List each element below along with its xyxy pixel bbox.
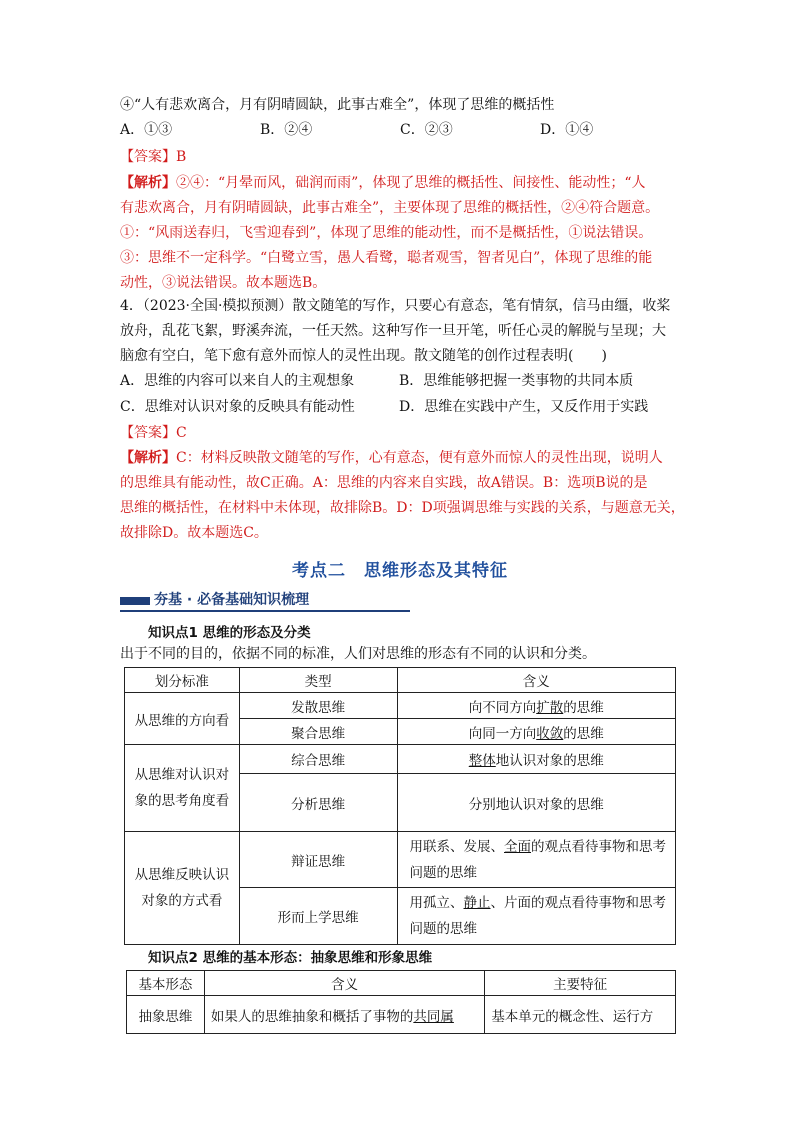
- kp1-type-cell: 聚合思维: [239, 719, 397, 745]
- kp2-meaning-cell: [204, 996, 484, 1034]
- q4-options-row-2: [120, 395, 685, 420]
- q3-analysis-line-1: ②④：“月晕而风，础润而雨”，体现了思维的概括性、间接性、能动性；“人: [176, 175, 646, 191]
- q4-analysis-line-4: 故排除D。故本题选C。: [120, 525, 268, 541]
- q4-stem-line-1: 4．（2023·全国·模拟预测）散文随笔的写作，只要心有意态，笔有情氛，信马由缰，收桨: [120, 298, 671, 314]
- table-row: [127, 996, 676, 1034]
- q3-option-b: B．②④: [260, 122, 313, 138]
- underlined-term: 扩散: [536, 699, 564, 716]
- q4-stem-line-3: 脑愈有空白，笔下愈有意外而惊人的灵性出现。散文随笔的创作过程表明( ): [120, 348, 607, 364]
- underlined-term: 全面: [504, 838, 531, 855]
- kp1-standard-direction: 从思维的方向看: [125, 693, 240, 745]
- underlined-term: 静止: [463, 895, 491, 911]
- meaning-text: 地认识对象的思维: [495, 753, 604, 769]
- kp1-type-cell: 发散思维: [239, 693, 397, 719]
- q3-analysis-line-3: ①：“风雨送春归，飞雪迎春到”，体现了思维的能动性，而不是概括性，①说法错误。: [120, 225, 653, 241]
- kp2-feature-cell: 基本单元的概念性、运行方: [485, 996, 676, 1034]
- q4-stem: [120, 294, 685, 369]
- kp2-header-row: [127, 971, 676, 996]
- kp1-meaning-cell: [397, 719, 676, 745]
- q4-analysis-line-1: C：材料反映散文随笔的写作，心有意态，便有意外而惊人的灵性出现，说明人: [176, 450, 663, 466]
- kp2-header-form: 基本形态: [127, 971, 205, 996]
- banner-bar: [120, 597, 150, 605]
- meaning-text: 向不同方向: [468, 699, 537, 716]
- meaning-text: 向同一方向: [468, 725, 537, 742]
- banner-underline: [120, 610, 410, 612]
- meaning-text: 的思维: [563, 725, 604, 742]
- q4-answer: 【答案】C: [120, 425, 187, 441]
- q4-option-a: A．思维的内容可以来自人的主观想象: [120, 373, 355, 389]
- meaning-text: 、片面的观点看待事物和思考问题的思维: [409, 895, 666, 937]
- q3-analysis-label: 【解析】: [120, 175, 176, 191]
- kp1-meaning-cell: [397, 774, 676, 832]
- banner-text: 夯基 · 必备基础知识梳理: [154, 592, 310, 608]
- q4-option-b: B．思维能够把握一类事物的共同本质: [399, 373, 634, 389]
- kp1-standard-method: 从思维反映认识对象的方式看: [125, 832, 240, 945]
- q4-analysis-line-2: 的思维具有能动性，故C正确。A：思维的内容来自实践，故A错误。B：选项B说的是: [120, 475, 648, 491]
- kp2-table: [126, 970, 676, 1034]
- kp1-table: [124, 667, 676, 945]
- q3-analysis-line-2: 有悲欢离合，月有阴晴圆缺，此事古难全”，主要体现了思维的概括性，②④符合题意。: [120, 200, 660, 216]
- kp1-title: 知识点1 思维的形态及分类: [148, 625, 311, 641]
- q3-analysis-line-5: 动性，③说法错误。故本题选B。: [120, 275, 327, 291]
- q3-option-a: A．①③: [120, 122, 173, 138]
- kp1-type-cell: 分析思维: [239, 774, 397, 832]
- meaning-text: 分别地认识对象的思维: [468, 796, 604, 813]
- meaning-text: 的思维: [563, 699, 604, 716]
- kp1-header-row: [125, 668, 676, 693]
- q3-option-c: C．②③: [400, 122, 453, 138]
- q3-option-d: D．①④: [540, 122, 594, 138]
- meaning-text: 用联系、发展、: [409, 838, 504, 855]
- kp1-header-standard: 划分标准: [125, 668, 240, 693]
- table-row: [125, 693, 676, 719]
- kp2-header-meaning: 含义: [204, 971, 484, 996]
- kp2-title: 知识点2 思维的基本形态：抽象思维和形象思维: [148, 950, 433, 966]
- kp1-type-cell: 综合思维: [239, 745, 397, 774]
- table-row: [125, 745, 676, 774]
- kp1-intro: 出于不同的目的，依据不同的标准，人们对思维的形态有不同的认识和分类。: [120, 646, 596, 662]
- q4-options-row-1: [120, 369, 685, 394]
- kp1-type-cell: 辩证思维: [239, 832, 397, 888]
- kp1-meaning-cell: [397, 693, 676, 719]
- underlined-term: 共同属: [413, 1008, 454, 1025]
- q3-item-4: ④“人有悲欢离合，月有阴晴圆缺，此事古难全”，体现了思维的概括性: [120, 97, 555, 113]
- q4-analysis: [120, 446, 685, 546]
- meaning-text: 用孤立、: [409, 895, 464, 911]
- meaning-text: 如果人的思维抽象和概括了事物的: [210, 1008, 414, 1025]
- kp1-meaning-cell: [397, 888, 676, 945]
- kp1-meaning-cell: [397, 745, 676, 774]
- q3-answer: 【答案】B: [120, 149, 187, 165]
- kp1-header-type: 类型: [239, 668, 397, 693]
- underlined-term: 整体: [468, 753, 496, 769]
- kp2-form-cell: 抽象思维: [127, 996, 205, 1034]
- meaning-text: 的观点看待事物和思考问题的思维: [409, 838, 666, 881]
- section-title: 考点二 思维形态及其特征: [292, 561, 508, 581]
- q4-stem-line-2: 放舟，乱花飞絮，野溪奔流，一任天然。这种写作一旦开笔，听任心灵的解脱与呈现；大: [120, 323, 666, 339]
- q3-analysis-line-4: ③：思维不一定科学。“白鹭立雪，愚人看鹭，聪者观雪，智者见白”，体现了思维的能: [120, 250, 653, 266]
- q4-analysis-label: 【解析】: [120, 450, 176, 466]
- q3-analysis: [120, 171, 685, 296]
- kp2-header-feature: 主要特征: [485, 971, 676, 996]
- underlined-term: 收敛: [536, 725, 564, 742]
- table-row: [125, 832, 676, 888]
- q4-analysis-line-3: 思维的概括性，在材料中未体现，故排除B。D：D项强调思维与实践的关系，与题意无关，: [120, 500, 685, 516]
- kp1-standard-angle: 从思维对认识对象的思考角度看: [125, 745, 240, 832]
- kp1-meaning-cell: [397, 832, 676, 888]
- kp1-header-meaning: 含义: [397, 668, 676, 693]
- q3-options: [120, 118, 685, 143]
- q4-option-d: D．思维在实践中产生，又反作用于实践: [399, 399, 649, 415]
- kp1-type-cell: 形而上学思维: [239, 888, 397, 945]
- q4-option-c: C．思维对认识对象的反映具有能动性: [120, 399, 355, 415]
- section-banner: [120, 589, 410, 613]
